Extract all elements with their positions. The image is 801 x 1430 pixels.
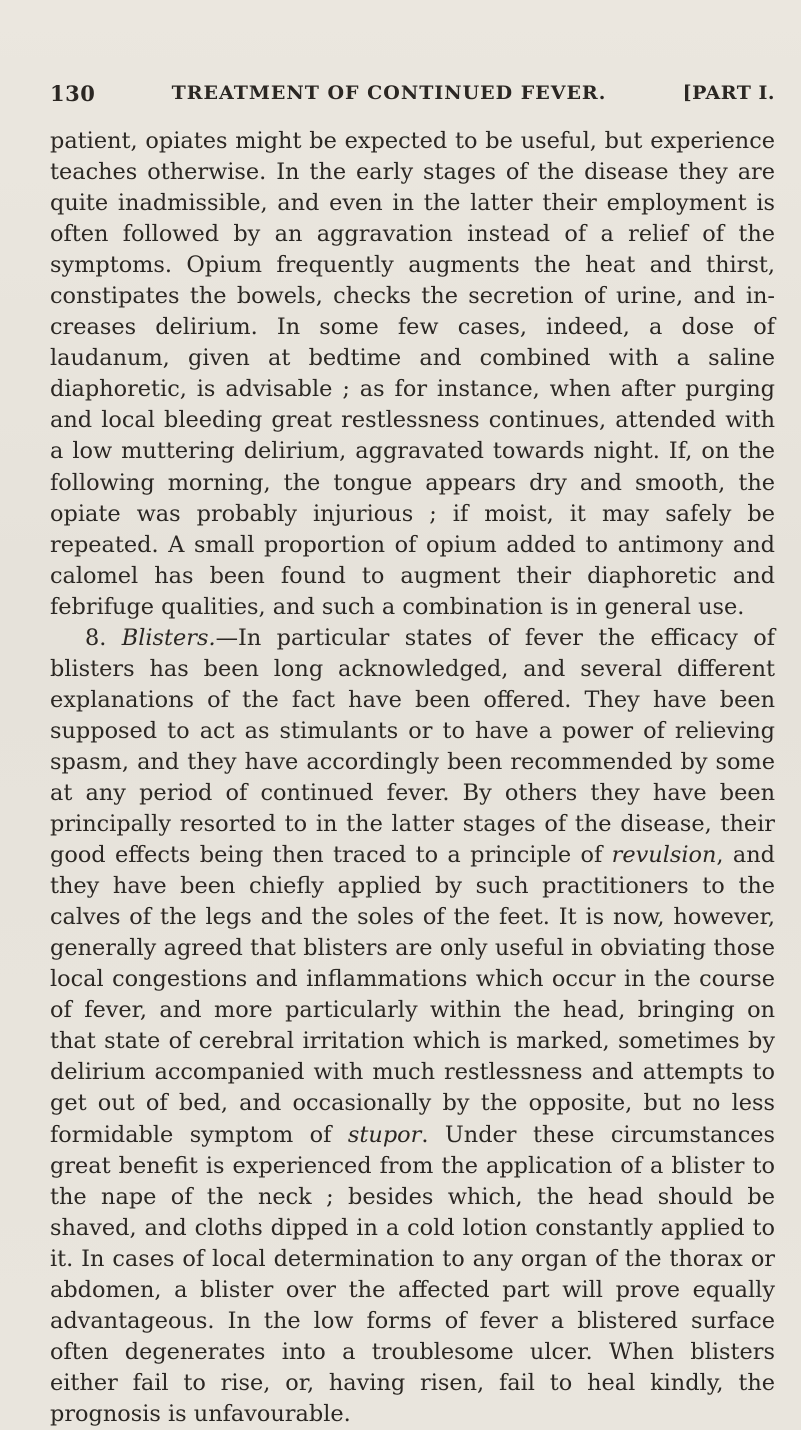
running-title: TREATMENT OF CONTINUED FEVER.	[171, 82, 607, 104]
paragraph-opiates: patient, opiates might be expected to be useful, but experience teaches otherwise. In the early stages of the disease they are quite inadmissible, and even in the latter their employment is often followed by an aggravation instead of a relief of the symptoms. Opium frequently augments the heat and thirst, constipates the bowels, checks the secretion of urine, and increases delirium. In some few cases, indeed, a dose of laudanum, given at bedtime and combined with a saline diaphoretic, is advisable ; as for instance, when after purging and local bleeding great restlessness continues, attended with a low muttering delirium, aggravated towards night. If, on the following morning, the tongue appears dry and smooth, the opiate was probably injurious ; if moist, it may safely be repeated. A small proportion of opium added to antimony and calomel has been found to augment their diaphoretic and febrifuge qualities, and such a combination is in general use.	[50, 128, 775, 620]
paragraph-text-b: , and they have been chiefly applied by such practitioners to the calves of the legs and the soles of the feet. It is now, however, generally agreed that blisters are only useful in obviating those local congestions and inflammations which occur in the course of fever, and more particularly within the head, bringing on that state of cerebral irritation which is marked, sometimes by delirium accompanied with much restlessness and attempts to get out of bed, and occasionally by the opposite, but no less formidable symptom of	[50, 842, 775, 1148]
running-head	[50, 78, 775, 108]
paragraph-text-a: —In particular states of fever the efficacy of blisters has been long acknowledged, and several different explanations of the fact have been offered. They have been supposed to act as stimulants or to have a power of relieving spasm, and they have accordingly been recommended by some at any period of continued fever. By others they have been principally resorted to in the latter stages of the disease, their good effects being then traced to a principle of	[50, 624, 775, 869]
page-number: 130	[50, 80, 96, 106]
body-text	[50, 126, 775, 1430]
paragraph-text-c: . Under these circumstances great benefit is experienced from the application of a blister to the nape of the neck ; besides which, the head should be shaved, and cloths dipped in a cold lotion constantly applied to it. In cases of local determination to any organ of the thorax or abdomen, a blister over the affected part will prove equally advantageous. In the low forms of fever a blistered surface often degenerates into a troublesome ulcer. When blisters either fail to rise, or, having risen, fail to heal kindly, the prognosis is unfavourable.	[50, 1121, 775, 1427]
part-label: [PART I.	[682, 82, 775, 104]
section-number: 8.	[85, 624, 107, 651]
paragraph-blisters	[50, 623, 775, 1430]
section-heading: Blisters.	[121, 624, 216, 651]
italic-term-stupor: stupor	[347, 1121, 422, 1148]
italic-term-revulsion: revulsion	[611, 842, 717, 869]
